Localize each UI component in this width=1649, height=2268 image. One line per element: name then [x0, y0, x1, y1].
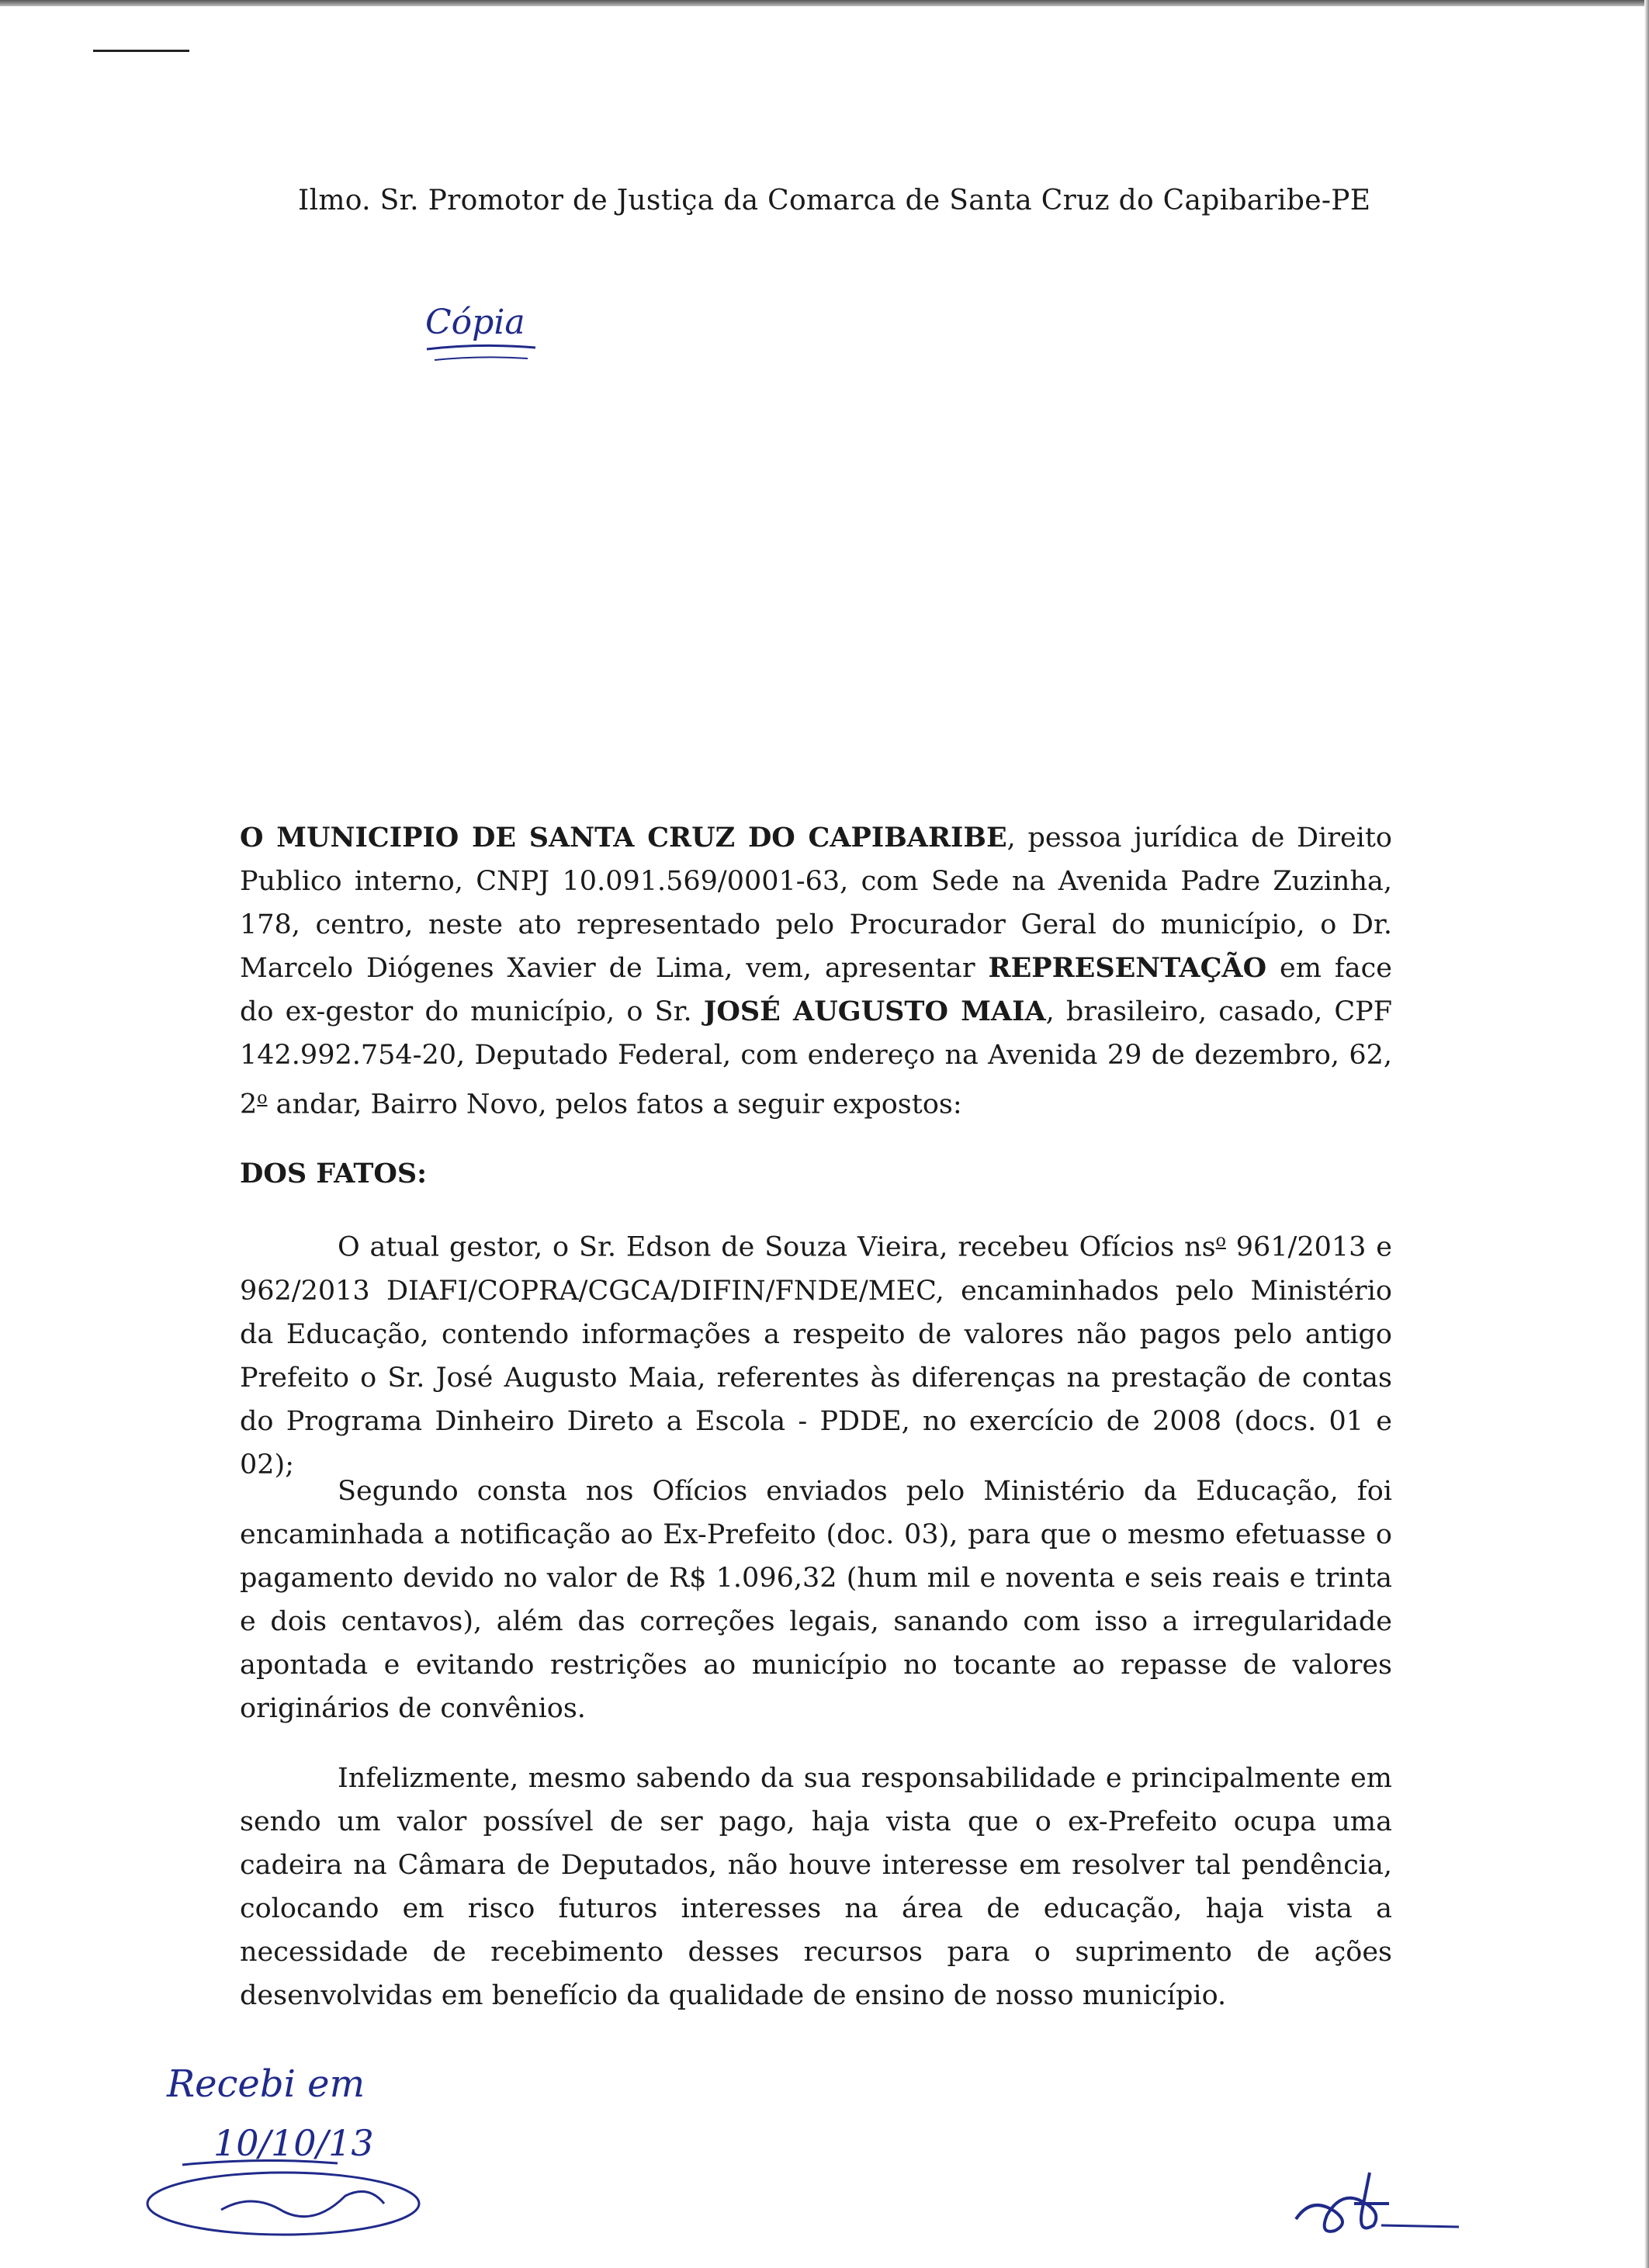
addressee-line: Ilmo. Sr. Promotor de Justiça da Comarca de Santa Cruz do Capibaribe-PE	[298, 185, 1371, 216]
received-label: Recebi em	[167, 2062, 365, 2106]
defendant-name: JOSÉ AUGUSTO MAIA	[703, 995, 1046, 1027]
section-title: DOS FATOS:	[240, 1158, 428, 1189]
intro-text-a: , pessoa jurídica de Direito Publico interno, CNPJ 10.091.569/0001-63, com Sede na Avenida Padre Zuzinha, 178, centro, neste ato representado pelo Procurador Geral do município, o Dr. Marcelo Diógenes Xavier de Lima, vem, apresentar	[240, 822, 1392, 984]
p1-text-b: 961/2013 e 962/2013 DIAFI/COPRA/CGCA/DIFIN/FNDE/MEC, encaminhados pelo Ministério da Educação, contendo informações a respeito de valores não pagos pelo antigo Prefeito o Sr. José Augusto Maia, referentes às diferenças na prestação de contas do Programa Dinheiro Direto a Escola - PDDE, no exercício de 2008 (docs. 01 e 02);	[240, 1231, 1392, 1480]
intro-text-c: , brasileiro, casado, CPF 142.992.754-20, Deputado Federal, com endereço na Avenida 29 de dezembro, 62, 2	[240, 996, 1393, 1120]
copia-handwritten-stamp	[419, 289, 551, 374]
representacao-label: REPRESENTAÇÃO	[988, 952, 1267, 984]
corner-mark	[93, 50, 189, 52]
intro-paragraph	[240, 816, 1392, 1127]
signature-mark	[1280, 2157, 1482, 2250]
scan-right-edge	[1644, 0, 1649, 2268]
copia-text: Cópia	[425, 303, 525, 342]
intro-text-b: em face do ex-gestor do município, o Sr.	[240, 953, 1392, 1027]
scan-top-edge	[0, 0, 1649, 6]
p1-text-a: O atual gestor, o Sr. Edson de Souza Vieira, recebeu Ofícios ns	[338, 1231, 1216, 1263]
ordinal-mark: o	[257, 1089, 268, 1108]
p1-ordinal-mark: o	[1215, 1231, 1226, 1251]
received-handwritten-note	[136, 2048, 462, 2250]
facts-paragraph-2: Segundo consta nos Ofícios enviados pelo Ministério da Educação, foi encaminhada a notificação ao Ex-Prefeito (doc. 03), para que o mesmo efetuasse o pagamento devido no valor de R$ 1.096,32 (hum mil e noventa e seis reais e trinta e dois centavos), além das correções legais, sanando com isso a irregularidade apontada e evitando restrições ao município no tocante ao repasse de valores originários de convênios.	[240, 1476, 1392, 1724]
facts-paragraph-3: Infelizmente, mesmo sabendo da sua responsabilidade e principalmente em sendo um valor possível de ser pago, haja vista que o ex-Prefeito ocupa uma cadeira na Câmara de Deputados, não houve interesse em resolver tal pendência, colocando em risco futuros interesses na área de educação, haja vista a necessidade de recebimento desses recursos para o suprimento de ações desenvolvidas em benefício da qualidade de ensino de nosso município.	[240, 1763, 1392, 2011]
facts-paragraph-1	[240, 1220, 1392, 1487]
intro-text-d: andar, Bairro Novo, pelos fatos a seguir expostos:	[267, 1089, 962, 1120]
municipio-name: O MUNICIPIO DE SANTA CRUZ DO CAPIBARIBE	[240, 822, 1007, 854]
received-date: 10/10/13	[213, 2122, 374, 2164]
